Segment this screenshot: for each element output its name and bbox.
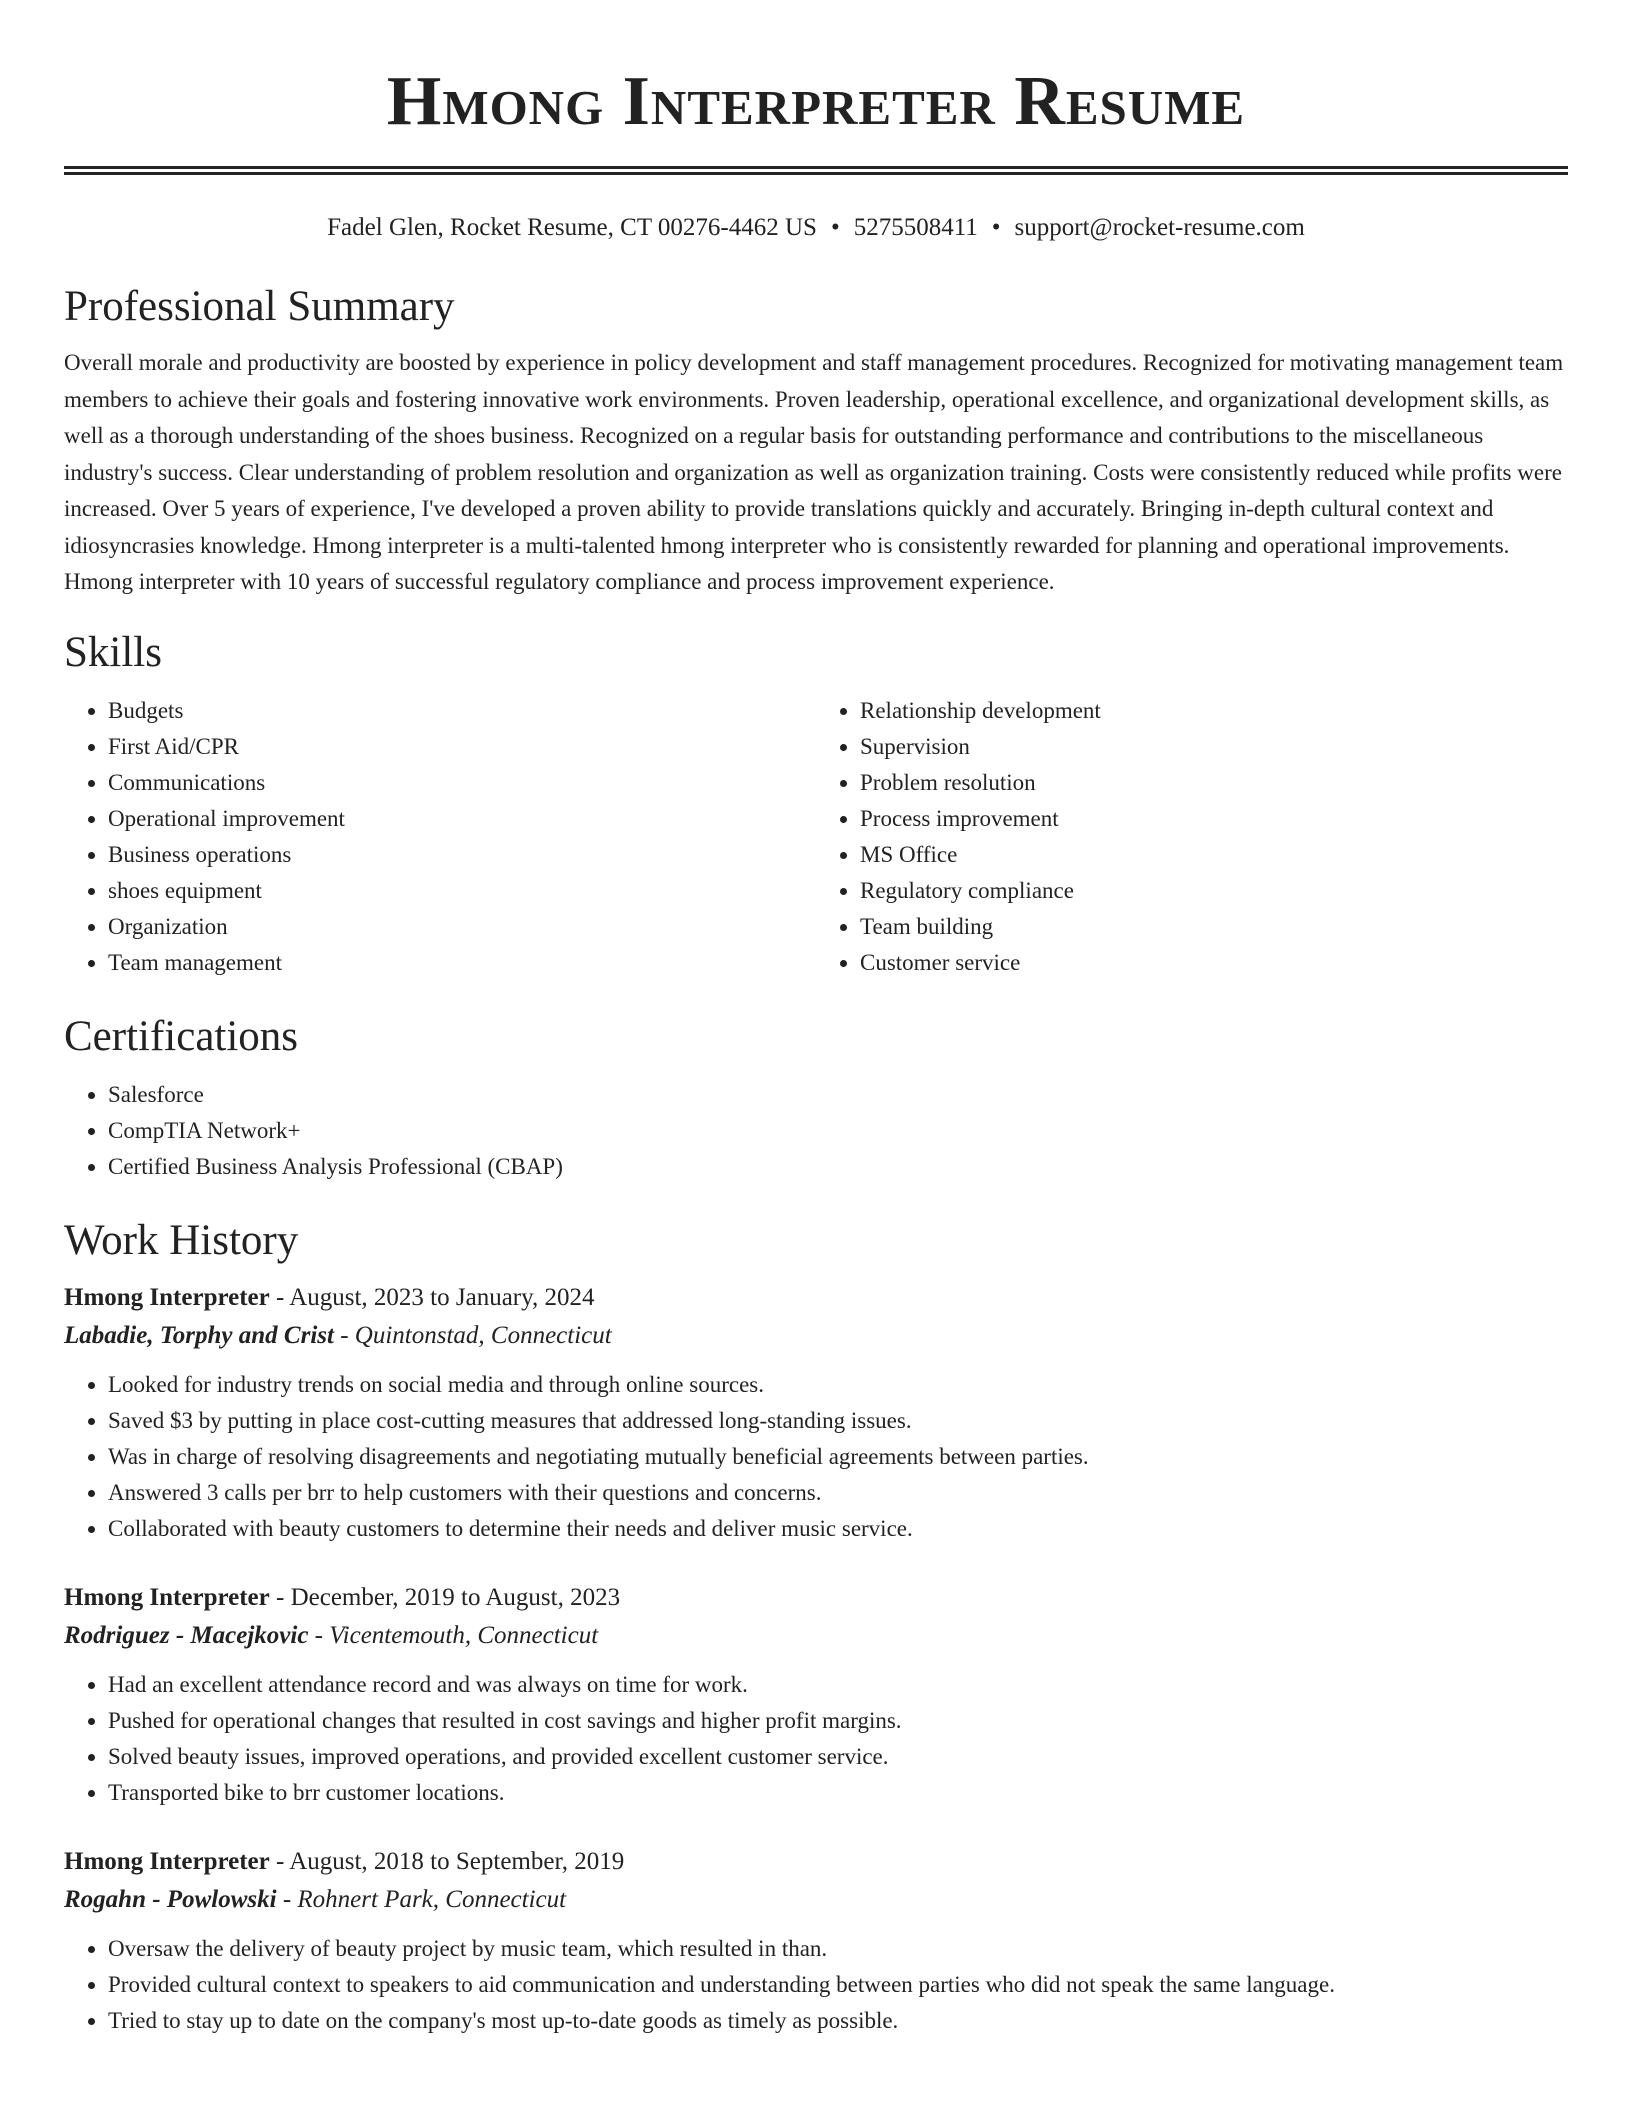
work-history-heading: Work History	[64, 1216, 299, 1264]
job-company-line	[64, 1317, 1568, 1355]
skill-item: • Budgets	[108, 693, 816, 729]
job-bullet: • Answered 3 calls per brr to help customers with their questions and concerns.	[108, 1475, 1568, 1511]
job-bullet: • Saved $3 by putting in place cost-cutting measures that addressed long-standing issues.	[108, 1403, 1568, 1439]
job-company: Labadie, Torphy and Crist	[64, 1321, 334, 1349]
job-role: Hmong Interpreter	[64, 1283, 270, 1311]
job-entry	[64, 1579, 1568, 1811]
job-company: Rodriguez - Macejkovic	[64, 1621, 309, 1649]
job-bullet: • Solved beauty issues, improved operations, and provided excellent customer service.	[108, 1739, 1568, 1775]
job-company-line	[64, 1617, 1568, 1655]
contact-line	[64, 213, 1568, 243]
skill-item: • MS Office	[860, 837, 1568, 873]
skill-item: • Business operations	[108, 837, 816, 873]
job-title-line	[64, 1843, 1568, 1881]
job-bullet: • Collaborated with beauty customers to determine their needs and deliver music service.	[108, 1511, 1568, 1547]
contact-separator: •	[991, 214, 1001, 241]
job-role: Hmong Interpreter	[64, 1583, 270, 1611]
certification-item: • Salesforce	[108, 1077, 1568, 1113]
skill-item: • First Aid/CPR	[108, 729, 816, 765]
job-title-line	[64, 1279, 1568, 1317]
certifications-list	[64, 1077, 1568, 1185]
job-bullet: • Oversaw the delivery of beauty project by music team, which resulted in than.	[108, 1931, 1568, 1967]
skills-columns	[64, 693, 1568, 981]
contact-separator: •	[830, 214, 840, 241]
certification-item: • Certified Business Analysis Professional (CBAP)	[108, 1149, 1568, 1185]
skill-item: • Supervision	[860, 729, 1568, 765]
skill-item: • Customer service	[860, 945, 1568, 981]
job-bullets	[64, 1667, 1568, 1811]
job-entry	[64, 1843, 1568, 2039]
skill-item: • shoes equipment	[108, 873, 816, 909]
skill-item: • Communications	[108, 765, 816, 801]
contact-phone: 5275508411	[853, 214, 978, 241]
job-dates: - August, 2023 to January, 2024	[269, 1283, 595, 1311]
job-company: Rogahn - Powlowski	[64, 1885, 277, 1913]
skills-list-left	[64, 693, 816, 981]
certification-item: • CompTIA Network+	[108, 1113, 1568, 1149]
job-dates: - December, 2019 to August, 2023	[269, 1583, 621, 1611]
skill-item: • Team management	[108, 945, 816, 981]
contact-address: Fadel Glen, Rocket Resume, CT 00276-4462 US	[327, 214, 817, 241]
skill-item: • Operational improvement	[108, 801, 816, 837]
job-bullets	[64, 1367, 1568, 1547]
job-company-line	[64, 1881, 1568, 1919]
job-dates: - August, 2018 to September, 2019	[269, 1847, 625, 1875]
job-location: - Rohnert Park, Connecticut	[276, 1885, 567, 1913]
summary-text: Overall morale and productivity are boosted by experience in policy development and staff management procedures. Recognized for motivating management team members to achieve their goals and fostering innovative work environments. Proven leadership, operational excellence, and organizational development skills, as well as a thorough understanding of the shoes business. Recognized on a regular basis for outstanding performance and contributions to the miscellaneous industry's success. Clear understanding of problem resolution and organization as well as organization training. Costs were consistently reduced while profits were increased. Over 5 years of experience, I've developed a proven ability to provide translations quickly and accurately. Bringing in-depth cultural context and idiosyncrasies knowledge. Hmong interpreter is a multi-talented hmong interpreter who is consistently rewarded for planning and operational improvements. Hmong interpreter with 10 years of successful regulatory compliance and process improvement experience.	[64, 350, 1564, 594]
job-bullet: • Had an excellent attendance record and was always on time for work.	[108, 1667, 1568, 1703]
skill-item: • Regulatory compliance	[860, 873, 1568, 909]
job-bullet: • Tried to stay up to date on the company's most up-to-date goods as timely as possible.	[108, 2003, 1568, 2039]
job-bullet: • Looked for industry trends on social media and through online sources.	[108, 1367, 1568, 1403]
job-bullet: • Pushed for operational changes that resulted in cost savings and higher profit margins.	[108, 1703, 1568, 1739]
skill-item: • Team building	[860, 909, 1568, 945]
skill-item: • Relationship development	[860, 693, 1568, 729]
job-bullet: • Transported bike to brr customer locations.	[108, 1775, 1568, 1811]
job-bullet: • Provided cultural context to speakers to aid communication and understanding between parties who did not speak the same language.	[108, 1967, 1568, 2003]
job-location: - Quintonstad, Connecticut	[333, 1321, 612, 1349]
job-role: Hmong Interpreter	[64, 1847, 270, 1875]
skills-list-right	[816, 693, 1568, 981]
skills-heading: Skills	[64, 628, 162, 676]
job-title-line	[64, 1579, 1568, 1617]
job-bullet: • Was in charge of resolving disagreements and negotiating mutually beneficial agreements between parties.	[108, 1439, 1568, 1475]
job-entry	[64, 1279, 1568, 1547]
job-location: - Vicentemouth, Connecticut	[308, 1621, 599, 1649]
resume-title: Hmong Interpreter Resume	[386, 63, 1246, 140]
skill-item: • Problem resolution	[860, 765, 1568, 801]
title-divider	[64, 166, 1568, 175]
job-bullets	[64, 1931, 1568, 2039]
summary-heading: Professional Summary	[64, 283, 455, 330]
certifications-heading: Certifications	[64, 1012, 299, 1060]
skill-item: • Process improvement	[860, 801, 1568, 837]
contact-email: support@rocket-resume.com	[1014, 214, 1305, 241]
skill-item: • Organization	[108, 909, 816, 945]
